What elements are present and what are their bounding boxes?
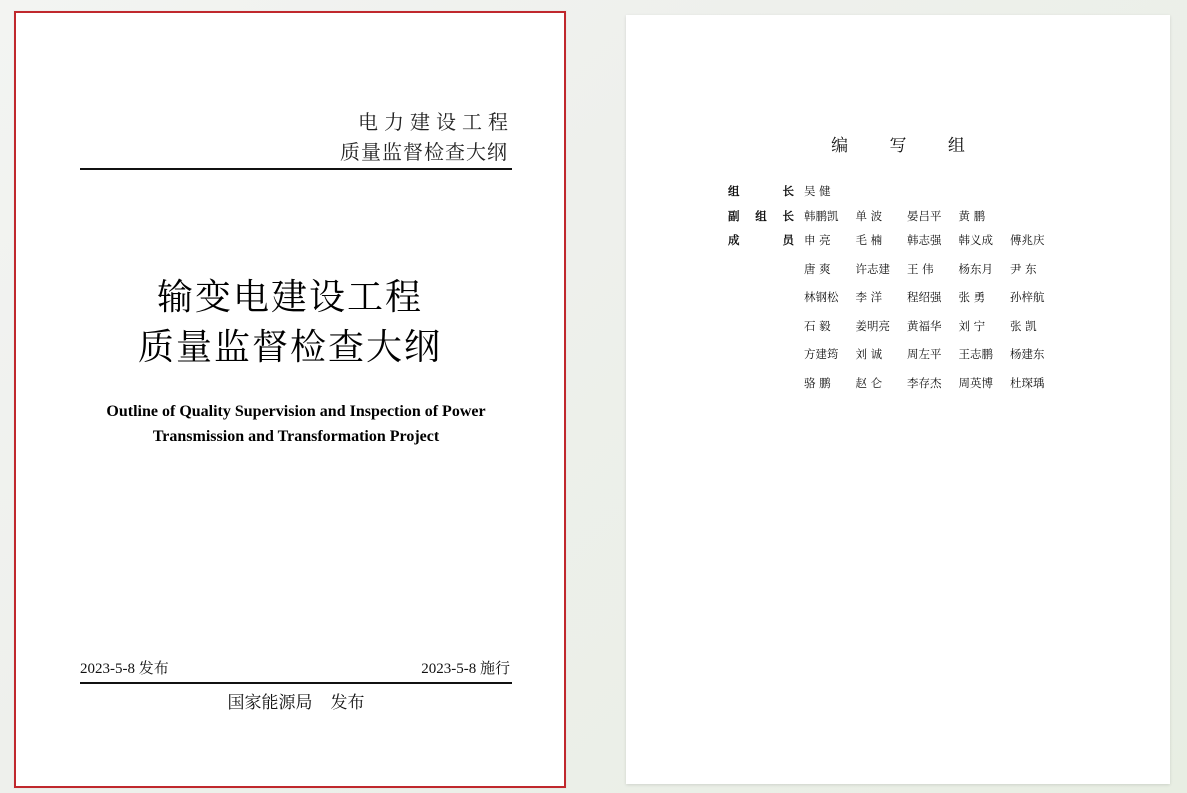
document-title-line2: 质量监督检查大纲 [137,327,442,368]
member-name: 申 亮 [804,233,831,247]
member-name: 韩志强 [907,233,942,247]
member-name: 李 洋 [855,290,883,304]
member-name: 尹 东 [1010,261,1037,276]
publisher-name: 国家能源局 [227,693,313,713]
top-divider [80,168,512,170]
roster-role-char: 组 [728,184,740,198]
series-title [340,107,514,167]
publisher-line [16,688,576,713]
committee-heading: 编 写 组 [831,136,983,156]
member-name: 傅兆庆 [1010,233,1045,247]
roster-names [804,346,1062,362]
roster-names [804,375,1062,391]
roster-names [804,318,1062,334]
roster-role-char: 长 [782,209,794,223]
member-name: 方建筠 [804,347,839,361]
member-name: 单 波 [855,209,883,223]
publisher-action: 发布 [330,693,365,713]
member-name: 张 凯 [1010,318,1037,333]
member-name: 刘 诚 [855,347,883,361]
member-name: 黄福华 [907,318,942,333]
roster-names [804,183,856,199]
member-name: 杨建东 [1010,347,1045,361]
member-name: 程绍强 [907,290,942,304]
document-title-line1: 输变电建设工程 [156,277,423,318]
member-name: 王 伟 [907,261,934,276]
member-name: 张 勇 [958,290,986,304]
roster-names [804,208,1010,224]
english-title-line2: Transmission and Transformation Project [152,428,440,445]
cover-page [14,11,566,788]
roster-role-char: 成 [728,233,740,247]
member-name: 晏吕平 [907,209,942,223]
member-name: 杨东月 [958,261,993,276]
member-name: 周英博 [958,375,993,390]
member-name: 孙梓航 [1010,290,1045,304]
member-name: 吴 健 [804,184,831,198]
roster-names [804,289,1062,305]
member-name: 杜琛瑀 [1010,375,1045,390]
roster-names [804,232,1062,248]
series-title-line1: 电力建设工程 [358,110,514,134]
document-title [16,273,564,373]
member-name: 姜明亮 [855,318,890,333]
roster-role-char: 长 [782,184,794,198]
member-name: 许志建 [855,261,890,276]
roster-role [728,232,794,248]
roster-names [804,261,1062,277]
member-name: 周左平 [907,347,942,361]
roster-role [728,183,794,199]
bottom-divider [80,682,512,684]
member-name: 韩义成 [958,233,993,247]
member-name: 刘 宁 [958,318,986,333]
member-name: 韩鹏凯 [804,209,839,223]
english-title-line1: Outline of Quality Supervision and Inspection of Power [106,403,486,420]
member-name: 骆 鹏 [804,375,831,390]
english-title [16,399,576,449]
roster-role-char: 副 [728,209,740,223]
member-name: 李存杰 [907,375,942,390]
series-title-line2: 质量监督检查大纲 [340,140,508,164]
committee-page [626,15,1170,784]
member-name: 毛 楠 [855,233,883,247]
member-name: 赵 仑 [855,375,883,390]
roster-role-char: 员 [782,233,794,247]
member-name: 王志鹏 [958,347,993,361]
effective-date: 2023-5-8 施行 [421,661,510,677]
member-name: 石 毅 [804,318,831,333]
publish-date: 2023-5-8 发布 [80,661,169,677]
roster-role-char: 组 [755,209,767,223]
member-name: 唐 爽 [804,261,831,276]
member-name: 林钢松 [804,290,839,304]
roster-role [728,208,794,224]
member-name: 黄 鹏 [958,209,986,223]
